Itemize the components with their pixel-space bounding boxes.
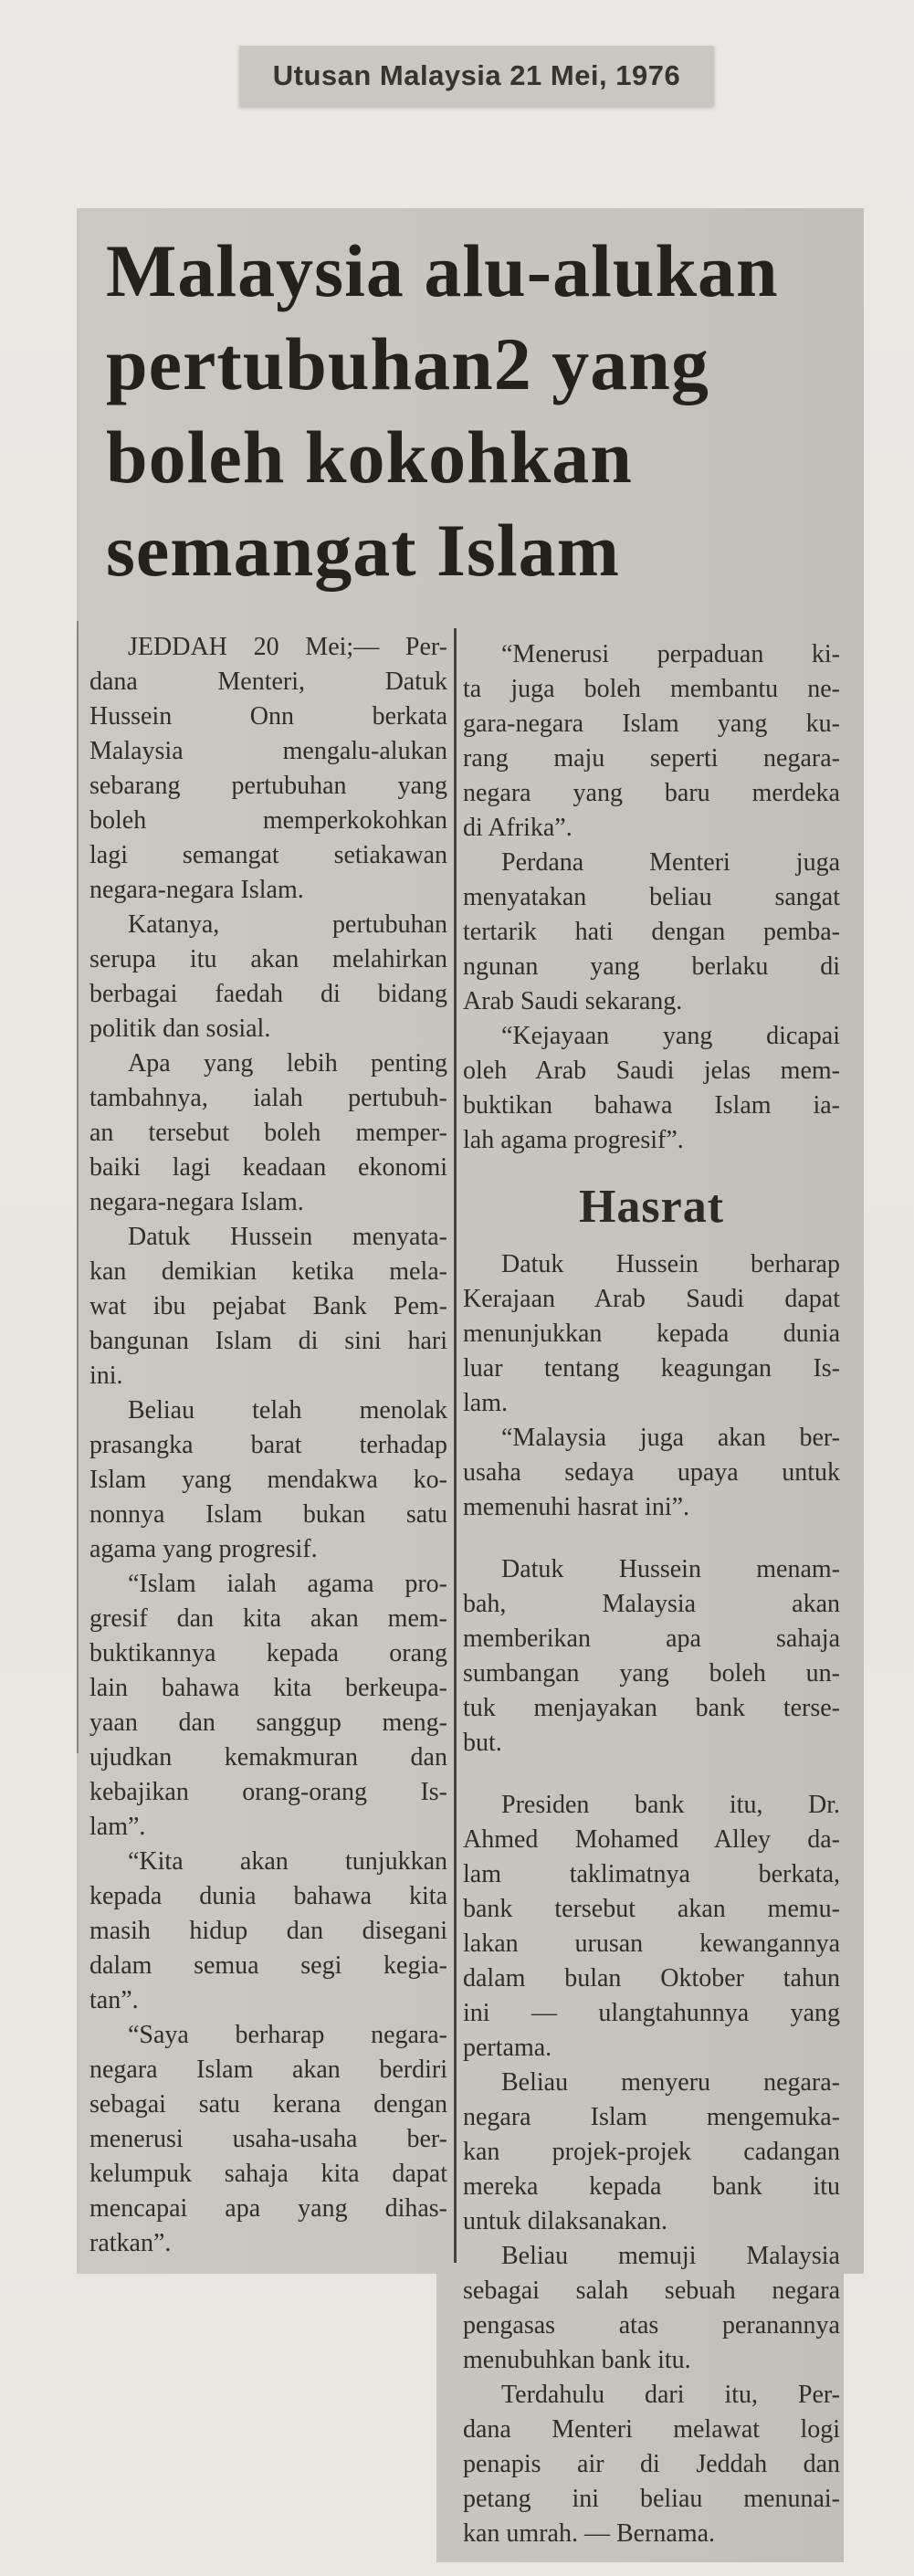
text-line: lah agama progresif”. bbox=[463, 1126, 684, 1154]
text-line: gresif dan kita akan mem- bbox=[89, 1604, 447, 1633]
text-line: ini — ulangtahunnya yang bbox=[463, 1999, 840, 2027]
text-line: Datuk Hussein berharap bbox=[501, 1250, 840, 1278]
text-line: berbagai faedah di bidang bbox=[89, 980, 447, 1008]
text-line: menunjukkan kepada dunia bbox=[463, 1320, 840, 1348]
text-line: kan demikian ketika mela- bbox=[89, 1257, 447, 1286]
text-line: buktikan bahawa Islam ia- bbox=[463, 1091, 840, 1120]
text-line: “Saya berharap negara- bbox=[128, 2021, 447, 2049]
text-line: mencapai apa yang dihas- bbox=[89, 2194, 447, 2223]
text-line: tertarik hati dengan pemba- bbox=[463, 918, 840, 946]
headline-line: semangat Islam bbox=[106, 509, 620, 592]
text-line: lam taklimatnya berkata, bbox=[463, 1860, 840, 1888]
text-line: an tersebut boleh memper- bbox=[89, 1119, 447, 1147]
article-paragraph bbox=[89, 1220, 447, 1393]
text-line: Beliau menyeru negara- bbox=[501, 2068, 840, 2097]
article-paragraph bbox=[463, 1552, 840, 1761]
text-line: wat ibu pejabat Bank Pem- bbox=[89, 1292, 447, 1320]
text-line: Terdahulu dari itu, Per- bbox=[501, 2381, 840, 2409]
text-line: “Malaysia juga akan ber- bbox=[501, 1424, 840, 1452]
text-line: sumbangan yang boleh un- bbox=[463, 1659, 840, 1688]
text-line: Kerajaan Arab Saudi dapat bbox=[463, 1285, 840, 1313]
text-line: memberikan apa sahaja bbox=[463, 1624, 840, 1653]
column-divider bbox=[454, 628, 457, 2263]
text-line: boleh memperkokohkan bbox=[89, 806, 447, 835]
text-line: tan”. bbox=[89, 1986, 139, 2014]
text-line: petang ini beliau menunai- bbox=[463, 2485, 840, 2513]
text-line: ngunan yang berlaku di bbox=[463, 952, 840, 981]
article-paragraph bbox=[89, 1046, 447, 1220]
text-line: but. bbox=[463, 1729, 502, 1757]
text-line: Beliau memuji Malaysia bbox=[501, 2242, 840, 2270]
headline-line: pertubuhan2 yang bbox=[106, 322, 709, 405]
text-line: sebagai salah sebuah negara bbox=[463, 2276, 840, 2305]
article-right-column bbox=[463, 637, 840, 2551]
text-line: Islam yang mendakwa ko- bbox=[89, 1466, 447, 1494]
text-line: dalam bulan Oktober tahun bbox=[463, 1964, 840, 1992]
headline-line: Malaysia alu-alukan bbox=[106, 229, 779, 312]
headline bbox=[106, 225, 851, 597]
text-line: ratkan”. bbox=[89, 2229, 172, 2257]
text-line: “Kejayaan yang dicapai bbox=[501, 1022, 840, 1050]
text-line: pengasas atas peranannya bbox=[463, 2311, 840, 2339]
article-paragraph bbox=[89, 630, 447, 908]
text-line: masih hidup dan disegani bbox=[89, 1917, 447, 1945]
article-paragraph bbox=[463, 1247, 840, 1421]
text-line: penapis air di Jeddah dan bbox=[463, 2450, 840, 2478]
text-line: dalam semua segi kegia- bbox=[89, 1951, 447, 1980]
text-line: oleh Arab Saudi jelas mem- bbox=[463, 1057, 840, 1085]
text-line: Perdana Menteri juga bbox=[501, 848, 840, 877]
masthead-title: Utusan Malaysia 21 Mei, 1976 bbox=[272, 59, 681, 91]
text-line: buktikannya kepada orang bbox=[89, 1639, 447, 1667]
text-line: ini. bbox=[89, 1362, 123, 1390]
article-paragraph bbox=[89, 1845, 447, 2018]
text-line: menerusi usaha-usaha ber- bbox=[89, 2125, 447, 2153]
text-line: lakan urusan kewangannya bbox=[463, 1929, 840, 1958]
text-line: gara-negara Islam yang ku- bbox=[463, 710, 840, 738]
article-paragraph bbox=[463, 2239, 840, 2378]
text-line: bank tersebut akan memu- bbox=[463, 1895, 840, 1923]
article-paragraph bbox=[463, 637, 840, 846]
text-line: di Afrika”. bbox=[463, 814, 573, 842]
text-line: agama yang progresif. bbox=[89, 1535, 318, 1563]
text-line: kepada dunia bahawa kita bbox=[89, 1882, 447, 1910]
text-line: mereka kepada bank itu bbox=[463, 2172, 840, 2201]
text-line: prasangka barat terhadap bbox=[89, 1431, 447, 1459]
text-line: kan projek-projek cadangan bbox=[463, 2138, 840, 2166]
text-line: “Kita akan tunjukkan bbox=[128, 1847, 447, 1876]
text-line: baiki lagi keadaan ekonomi bbox=[89, 1153, 447, 1182]
text-line: serupa itu akan melahirkan bbox=[89, 945, 447, 973]
text-line: negara-negara Islam. bbox=[89, 876, 304, 904]
text-line: kebajikan orang-orang Is- bbox=[89, 1778, 447, 1806]
text-line: JEDDAH 20 Mei;— Per- bbox=[128, 633, 447, 661]
text-line: Malaysia mengalu-alukan bbox=[89, 737, 447, 765]
text-line: Hussein Onn berkata bbox=[89, 702, 447, 731]
text-line: rang maju seperti negara- bbox=[463, 744, 840, 773]
text-line: bangunan Islam di sini hari bbox=[89, 1327, 447, 1355]
text-line: menyatakan beliau sangat bbox=[463, 883, 840, 911]
text-line: luar tentang keagungan Is- bbox=[463, 1354, 840, 1383]
text-line: ujudkan kemakmuran dan bbox=[89, 1743, 447, 1772]
text-line: kan umrah. — Bernama. bbox=[463, 2519, 716, 2548]
article-paragraph bbox=[463, 1421, 840, 1525]
article-paragraph bbox=[463, 1788, 840, 2066]
text-line: negara Islam mengemuka- bbox=[463, 2103, 840, 2131]
text-line: “Islam ialah agama pro- bbox=[128, 1570, 447, 1598]
article-paragraph bbox=[89, 1393, 447, 1567]
text-line: lam”. bbox=[89, 1813, 146, 1841]
text-line: negara yang baru merdeka bbox=[463, 779, 840, 807]
right-column-top bbox=[463, 637, 840, 1158]
text-line: Datuk Hussein menam- bbox=[501, 1555, 840, 1583]
text-line: Arab Saudi sekarang. bbox=[463, 987, 683, 1015]
text-line: Ahmed Mohamed Alley da- bbox=[463, 1825, 840, 1854]
text-line: menubuhkan bank itu. bbox=[463, 2346, 691, 2374]
text-line: sebarang pertubuhan yang bbox=[89, 772, 447, 800]
text-line: Datuk Hussein menyata- bbox=[128, 1223, 447, 1251]
text-line: kelumpuk sahaja kita dapat bbox=[89, 2160, 447, 2188]
text-line: dana Menteri melawat logi bbox=[463, 2415, 840, 2444]
article-left-column bbox=[89, 630, 447, 2261]
headline-line: boleh kokohkan bbox=[106, 415, 633, 499]
article-paragraph bbox=[89, 908, 447, 1046]
text-line: negara-negara Islam. bbox=[89, 1188, 304, 1216]
text-line: Beliau telah menolak bbox=[128, 1396, 447, 1425]
text-line: bah, Malaysia akan bbox=[463, 1590, 840, 1618]
text-line: tuk menjayakan bank terse- bbox=[463, 1694, 840, 1722]
text-line: lagi semangat setiakawan bbox=[89, 841, 447, 869]
text-line: pertama. bbox=[463, 2034, 552, 2062]
article-paragraph bbox=[89, 2018, 447, 2261]
masthead-strip bbox=[239, 46, 714, 106]
text-line: sebagai satu kerana dengan bbox=[89, 2090, 447, 2119]
text-line: negara Islam akan berdiri bbox=[89, 2056, 447, 2084]
text-line: “Menerusi perpaduan ki- bbox=[501, 640, 840, 668]
text-line: ta juga boleh membantu ne- bbox=[463, 675, 840, 703]
text-line: dana Menteri, Datuk bbox=[89, 668, 447, 696]
text-line: lain bahawa kita berkeupa- bbox=[89, 1674, 447, 1702]
article-paragraph bbox=[463, 1019, 840, 1158]
text-line: Presiden bank itu, Dr. bbox=[501, 1791, 840, 1819]
text-line: tambahnya, ialah pertubuh- bbox=[89, 1084, 447, 1112]
clipping-left-edge bbox=[77, 621, 79, 1753]
text-line: untuk dilaksanakan. bbox=[463, 2207, 667, 2235]
text-line: yaan dan sanggup meng- bbox=[89, 1709, 447, 1737]
text-line: lam. bbox=[463, 1389, 508, 1417]
right-column-bottom bbox=[463, 1247, 840, 2551]
text-line: politik dan sosial. bbox=[89, 1015, 271, 1043]
article-paragraph bbox=[463, 2378, 840, 2551]
text-line: Katanya, pertubuhan bbox=[128, 910, 447, 939]
text-line: usaha sedaya upaya untuk bbox=[463, 1458, 840, 1487]
text-line: memenuhi hasrat ini”. bbox=[463, 1493, 690, 1521]
article-paragraph bbox=[463, 846, 840, 1019]
article-paragraph bbox=[89, 1567, 447, 1845]
text-line: nonnya Islam bukan satu bbox=[89, 1500, 447, 1529]
subheading: Hasrat bbox=[578, 1181, 725, 1233]
text-line: Apa yang lebih penting bbox=[128, 1049, 447, 1078]
article-paragraph bbox=[463, 2066, 840, 2239]
